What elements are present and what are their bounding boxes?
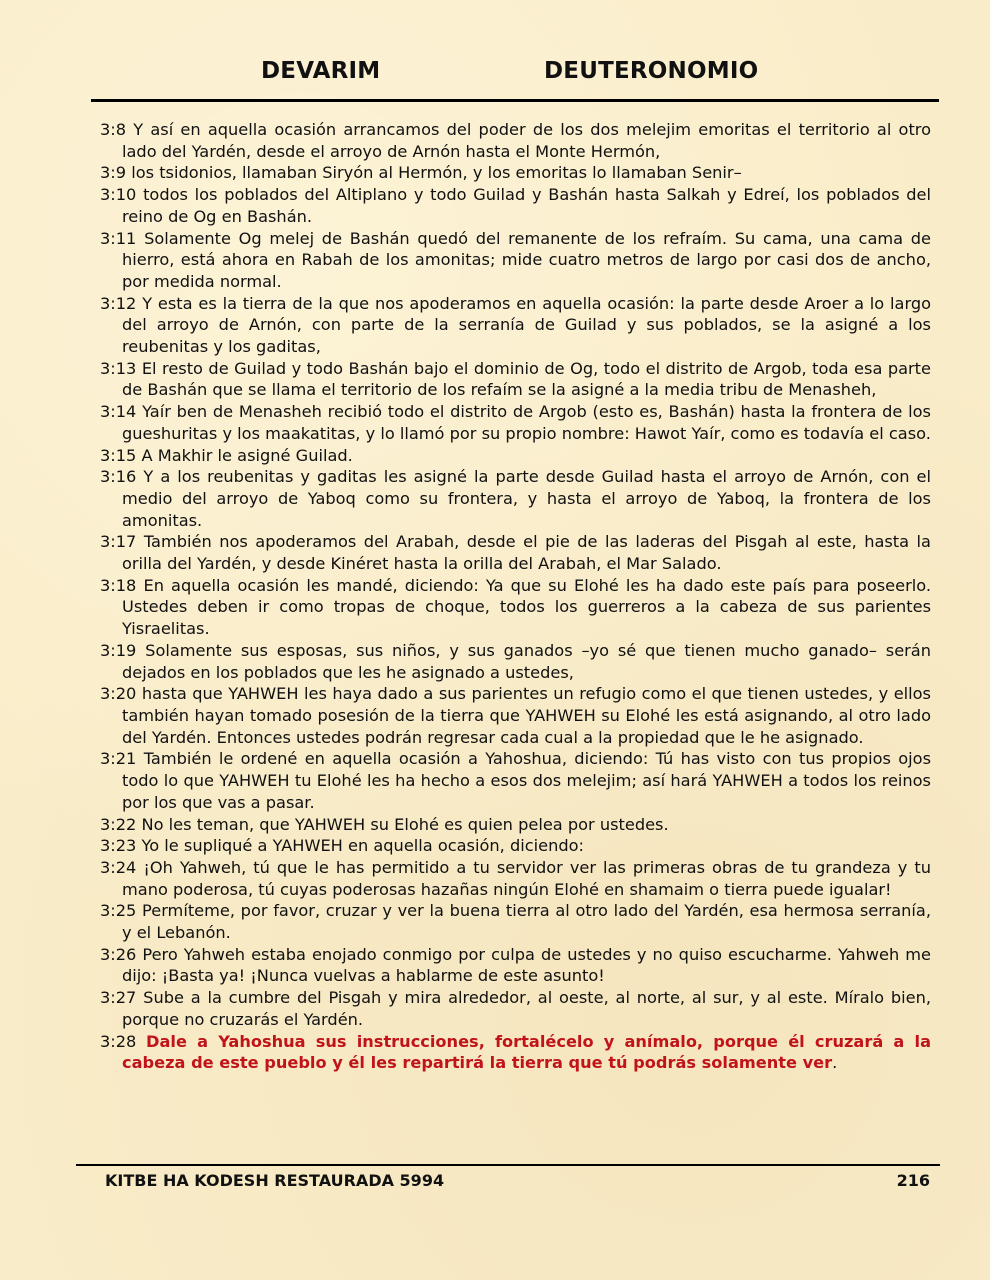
verse-ref: 3:28 [100, 1031, 137, 1051]
verse-text: El resto de Guilad y todo Bashán bajo el dominio de Og, todo el distrito de Argob, toda esa parte de Bashán que se llama el territorio de los refaím se la asigné a la media tribu de Menasheh, [122, 358, 931, 400]
verse-text: Y a los reubenitas y gaditas les asigné la parte desde Guilad hasta el arroyo de Arnón, con el medio del arroyo de Yaboq como su frontera, y hasta el arroyo de Yaboq, la frontera de los amonitas. [122, 467, 931, 530]
verse-3-23 [100, 835, 931, 857]
verse-ref: 3:26 [100, 944, 137, 964]
verse-ref: 3:17 [100, 532, 137, 552]
verse-3-21 [100, 748, 931, 813]
verse-ref: 3:12 [100, 293, 137, 313]
verse-3-16 [100, 466, 931, 531]
verse-ref: 3:23 [100, 836, 137, 856]
verse-text: ¡Oh Yahweh, tú que le has permitido a tu servidor ver las primeras obras de tu grandeza y tu mano poderosa, tú cuyas poderosas hazañas ningún Elohé en shamaim o tierra puede igualar! [122, 857, 931, 899]
verse-ref: 3:27 [100, 988, 137, 1008]
page-header [0, 58, 990, 90]
verse-3-18 [100, 575, 931, 640]
verse-3-12 [100, 293, 931, 358]
verse-ref: 3:8 [100, 120, 127, 139]
verse-3-15 [100, 445, 931, 467]
verse-3-9 [100, 162, 931, 184]
footer-edition-title: KITBE HA KODESH RESTAURADA 5994 [105, 1171, 445, 1190]
verse-text: Pero Yahweh estaba enojado conmigo por culpa de ustedes y no quiso escucharme. Yahweh me dijo: ¡Basta ya! ¡Nunca vuelvas a hablarme de este asunto! [122, 944, 931, 986]
verse-text: Solamente sus esposas, sus niños, y sus ganados –yo sé que tienen mucho ganado– serán dejados en los poblados que les he asignado a ustedes, [122, 640, 931, 682]
header-rule [91, 99, 939, 102]
page-number: 216 [896, 1171, 930, 1190]
verse-text-emphasized: Dale a Yahoshua sus instrucciones, fortalécelo y anímalo, porque él cruzará a la cabeza de este pueblo y él les repartirá la tierra que tú podrás solamente ver [122, 1031, 931, 1073]
verse-3-10 [100, 184, 931, 227]
verse-text: Permíteme, por favor, cruzar y ver la buena tierra al otro lado del Yardén, esa hermosa serranía, y el Lebanón. [122, 901, 931, 943]
verse-ref: 3:15 [100, 445, 137, 465]
verse-3-19 [100, 640, 931, 683]
verse-3-17 [100, 531, 931, 574]
verse-ref: 3:19 [100, 640, 137, 660]
verse-ref: 3:9 [100, 163, 127, 183]
verse-text: hasta que YAHWEH les haya dado a sus parientes un refugio como el que tienen ustedes, y ellos también hayan tomado posesión de la tierra que YAHWEH su Elohé les está asignando, al otro lado del Yardén. Entonces ustedes podrán regresar cada cual a la propiedad que le he asignado. [122, 684, 931, 747]
verse-3-28 [100, 1031, 931, 1074]
verse-ref: 3:14 [100, 402, 137, 422]
verse-text: los tsidonios, llamaban Siryón al Hermón, y los emoritas lo llamaban Senir– [131, 163, 742, 183]
book-title-hebrew: DEVARIM [261, 58, 381, 84]
verse-3-22 [100, 814, 931, 836]
verse-text: A Makhir le asigné Guilad. [141, 445, 353, 465]
verse-3-27 [100, 987, 931, 1030]
verse-ref: 3:21 [100, 749, 137, 769]
verse-text: También nos apoderamos del Arabah, desde el pie de las laderas del Pisgah al este, hasta la orilla del Yardén, y desde Kinéret hasta la orilla del Arabah, el Mar Salado. [122, 532, 931, 574]
verse-text: También le ordené en aquella ocasión a Yahoshua, diciendo: Tú has visto con tus propios ojos todo lo que YAHWEH tu Elohé les ha hecho a esos dos melejim; así hará YAHWEH a todos los reinos por los que vas a pasar. [122, 749, 931, 812]
verse-3-26 [100, 944, 931, 987]
verse-text: Y esta es la tierra de la que nos apoderamos en aquella ocasión: la parte desde Aroer a lo largo del arroyo de Arnón, con parte de la serranía de Guilad y sus poblados, se la asigné a los reubenitas y los gaditas, [122, 293, 931, 357]
verse-3-14 [100, 401, 931, 444]
verse-ref: 3:24 [100, 857, 137, 877]
verse-ref: 3:22 [100, 814, 137, 834]
verse-ref: 3:20 [100, 684, 137, 704]
verse-ref: 3:13 [100, 358, 137, 378]
verse-text: En aquella ocasión les mandé, diciendo: Ya que su Elohé les ha dado este país para poseerlo. Ustedes deben ir como tropas de choque, todos los guerreros a la cabeza de sus parientes Yisraelitas. [122, 575, 931, 639]
verse-list [100, 119, 931, 1074]
verse-tail-punctuation: . [832, 1053, 838, 1073]
book-title-spanish: DEUTERONOMIO [544, 58, 759, 84]
verse-ref: 3:11 [100, 228, 137, 248]
verse-ref: 3:18 [100, 575, 137, 595]
verse-text: Sube a la cumbre del Pisgah y mira alrededor, al oeste, al norte, al sur, y al este. Míralo bien, porque no cruzarás el Yardén. [122, 988, 931, 1029]
verse-3-8 [100, 119, 931, 162]
footer-rule [76, 1164, 940, 1166]
verse-text: Solamente Og melej de Bashán quedó del remanente de los refraím. Su cama, una cama de hierro, está ahora en Rabah de los amonitas; mide cuatro metros de largo por casi dos de ancho, por medida normal. [122, 228, 931, 291]
verse-3-11 [100, 228, 931, 293]
verse-ref: 3:10 [100, 185, 137, 205]
verse-text: Y así en aquella ocasión arrancamos del poder de los dos melejim emoritas el territorio al otro lado del Yardén, desde el arroyo de Arnón hasta el Monte Hermón, [122, 120, 931, 161]
verse-text: Yo le supliqué a YAHWEH en aquella ocasión, diciendo: [141, 836, 584, 856]
verse-3-24 [100, 857, 931, 900]
verse-3-13 [100, 358, 931, 401]
verse-text: Yaír ben de Menasheh recibió todo el distrito de Argob (esto es, Bashán) hasta la frontera de los gueshuritas y los maakatitas, y lo llamó por su propio nombre: Hawot Yaír, como es todavía el caso. [122, 402, 931, 443]
verse-3-25 [100, 900, 931, 943]
verse-ref: 3:16 [100, 467, 137, 487]
verse-ref: 3:25 [100, 901, 137, 921]
verse-text: No les teman, que YAHWEH su Elohé es quien pelea por ustedes. [141, 814, 669, 834]
verse-text: todos los poblados del Altiplano y todo Guilad y Bashán hasta Salkah y Edreí, los poblados del reino de Og en Bashán. [122, 185, 931, 226]
verse-3-20 [100, 683, 931, 748]
